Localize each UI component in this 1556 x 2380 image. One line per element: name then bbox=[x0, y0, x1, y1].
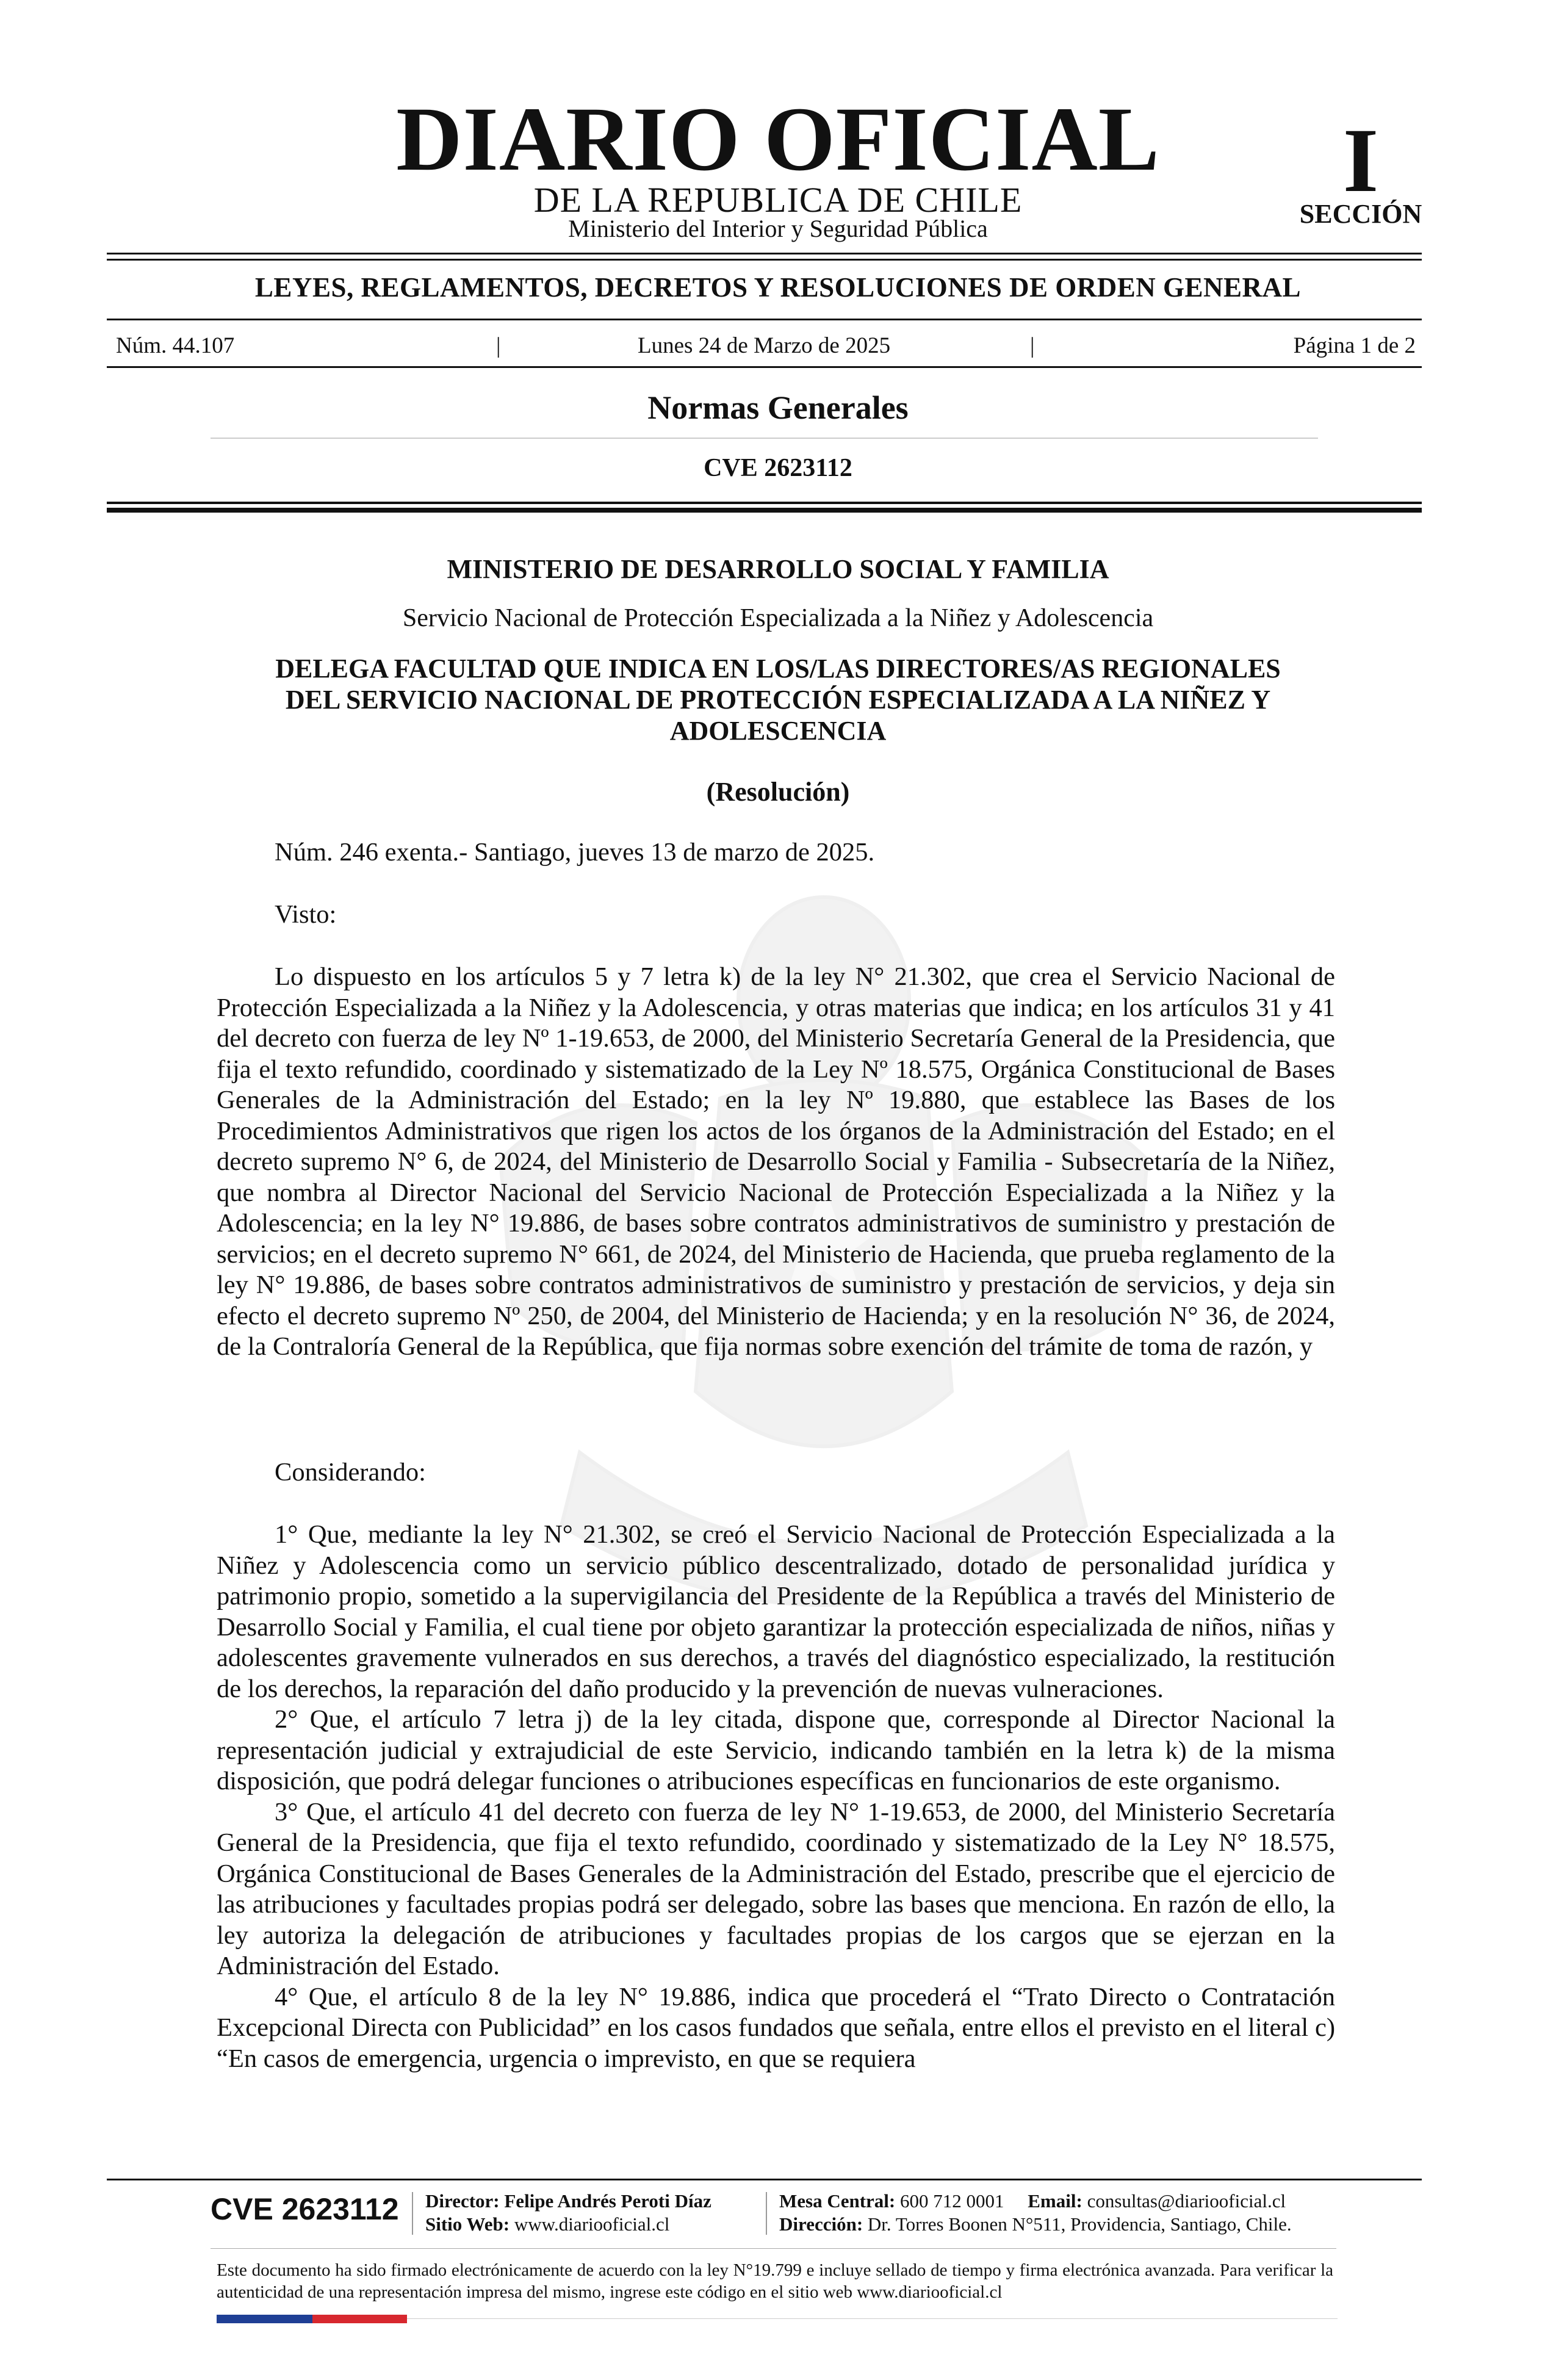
issue-date: Lunes 24 de Marzo de 2025 bbox=[638, 333, 891, 358]
footer-rule-thin bbox=[211, 2248, 1336, 2249]
flag-line bbox=[407, 2318, 1338, 2319]
masthead-rule-top-1 bbox=[107, 253, 1422, 254]
flag-stripe-blue bbox=[217, 2315, 312, 2323]
footer-contact-block bbox=[779, 2190, 1365, 2236]
director-name: Felipe Andrés Peroti Díaz bbox=[504, 2190, 711, 2212]
considerando-item: 3° Que, el artículo 41 del decreto con fuerza de ley N° 1-19.653, de 2000, del Ministerio Secretaría General de la Presidencia, que fija el texto refundido, coordinado y sistematizado de la Ley N° 18.575, Orgánica Constitucional de Bases Generales de la Administración del Estado, prescribe que el ejercicio de las atribuciones y facultades propias podrá ser delegado, sobre las bases que menciona. En razón de ello, la ley autoriza la delegación de atribuciones y facultades propias de los cargos que se ejerzan en la Administración del Estado. bbox=[217, 1797, 1335, 1980]
footer-director bbox=[425, 2190, 767, 2213]
header-rule-bottom-1 bbox=[107, 502, 1422, 504]
resolution-title-line: ADOLESCENCIA bbox=[669, 716, 887, 746]
resolution-title-line: DELEGA FACULTAD QUE INDICA EN LOS/LAS DIRECTORES/AS REGIONALES bbox=[275, 654, 1281, 683]
email-label: Email: bbox=[1028, 2190, 1082, 2212]
visto-text: Lo dispuesto en los artículos 5 y 7 letra k) de la ley N° 21.302, que crea el Servicio Nacional de Protección Especializada a la Niñez y la Adolescencia, y otras materias que indica; en los artículos 31 y 41 del decreto con fuerza de ley Nº 1-19.653, de 2000, del Ministerio Secretaría General de la Presidencia, que fija el texto refundido, coordinado y sistematizado de la Ley Nº 18.575, Orgánica Constitucional de Bases Generales de la Administración del Estado; en la ley Nº 19.880, que establece las Bases de los Procedimientos Administrativos que rigen los actos de los órganos de la Administración del Estado; en el decreto supremo N° 6, de 2024, del Ministerio de Desarrollo Social y Familia - Subsecretaría de la Niñez, que nombra al Director Nacional del Servicio Nacional de Protección Especializada a la Niñez y la Adolescencia; en la ley N° 19.886, de bases sobre contratos administrativos de suministro y prestación de servicios; en el decreto supremo N° 661, de 2024, del Ministerio de Hacienda, que prueba reglamento de la ley N° 19.886, de bases sobre contratos administrativos de suministro y prestación de servicios, y deja sin efecto el decreto supremo Nº 250, de 2004, del Ministerio de Hacienda; y en la resolución N° 36, de 2024, de la Contraloría General de la República, que fija normas sobre exención del trámite de toma de razón, y bbox=[217, 962, 1335, 1361]
issue-number: Núm. 44.107 bbox=[116, 333, 235, 358]
resolution-title bbox=[207, 653, 1349, 746]
footer-divider bbox=[766, 2192, 767, 2235]
considerando-list bbox=[217, 1520, 1335, 2075]
header-rule-bottom-2 bbox=[107, 508, 1422, 513]
footer-phone-email bbox=[779, 2190, 1365, 2213]
footer-address bbox=[779, 2213, 1365, 2236]
issue-separator: | bbox=[1030, 333, 1035, 358]
considerando-label: Considerando: bbox=[275, 1458, 426, 1487]
footer-divider bbox=[412, 2192, 413, 2235]
section-label: SECCIÓN bbox=[1299, 199, 1422, 229]
section-title-divider bbox=[211, 438, 1318, 439]
director-label: Director: bbox=[425, 2190, 500, 2212]
section-number: I bbox=[1342, 110, 1379, 211]
newspaper-subtitle: DE LA REPUBLICA DE CHILE bbox=[533, 180, 1023, 220]
phone-value: 600 712 0001 bbox=[900, 2190, 1004, 2212]
address-value: Dr. Torres Boonen N°511, Providencia, Santiago, Chile. bbox=[867, 2213, 1292, 2235]
issue-info-row bbox=[110, 332, 1422, 360]
visto-paragraph bbox=[217, 962, 1335, 1363]
resolution-number-line: Núm. 246 exenta.- Santiago, jueves 13 de marzo de 2025. bbox=[275, 838, 875, 867]
email-link[interactable]: consultas@diariooficial.cl bbox=[1087, 2190, 1286, 2212]
considerando-item: 1° Que, mediante la ley N° 21.302, se creó el Servicio Nacional de Protección Especializada a la Niñez y Adolescencia como un servicio público descentralizado, dotado de personalidad jurídica y patrimonio propio, sometido a la supervigilancia del Presidente de la República a través del Ministerio de Desarrollo Social y Familia, el cual tiene por objeto garantizar la protección especializada de niños, niñas y adolescentes gravemente vulnerados en sus derechos, a través del diagnóstico especializado, la restitución de los derechos, la reparación del daño producido y la prevención de nuevas vulneraciones. bbox=[217, 1520, 1335, 1703]
footer-cve-code: CVE 2623112 bbox=[211, 2192, 399, 2226]
footer-website bbox=[425, 2213, 767, 2236]
cve-code: CVE 2623112 bbox=[704, 454, 852, 482]
newspaper-ministry: Ministerio del Interior y Seguridad Pública bbox=[568, 215, 988, 242]
visto-label: Visto: bbox=[275, 900, 337, 929]
category-rule bbox=[107, 319, 1422, 320]
considerando-item: 4° Que, el artículo 8 de la ley N° 19.886, indica que procederá el “Trato Directo o Contratación Excepcional Directa con Publicidad” en los casos fundados que señala, entre ellos el previsto en el literal c) “En casos de emergencia, urgencia o imprevisto, en que se requiera bbox=[217, 1982, 1335, 2073]
resolution-title-line: DEL SERVICIO NACIONAL DE PROTECCIÓN ESPECIALIZADA A LA NIÑEZ Y bbox=[285, 685, 1271, 715]
website-label: Sitio Web: bbox=[425, 2213, 510, 2235]
issue-rule bbox=[107, 366, 1422, 368]
flag-stripe-red bbox=[312, 2315, 407, 2323]
website-link[interactable]: www.diariooficial.cl bbox=[514, 2213, 670, 2235]
issue-separator: | bbox=[496, 333, 501, 358]
address-label: Dirección: bbox=[779, 2213, 863, 2235]
phone-label: Mesa Central: bbox=[779, 2190, 896, 2212]
issuing-service: Servicio Nacional de Protección Especializada a la Niñez y Adolescencia bbox=[402, 604, 1154, 632]
footer-director-block bbox=[425, 2190, 767, 2236]
document-type: (Resolución) bbox=[706, 777, 850, 807]
page-indicator: Página 1 de 2 bbox=[1293, 333, 1416, 358]
newspaper-title: DIARIO OFICIAL bbox=[396, 88, 1160, 190]
masthead-rule-top-2 bbox=[107, 259, 1422, 261]
section-title: Normas Generales bbox=[647, 389, 909, 426]
signature-note: Este documento ha sido firmado electrónicamente de acuerdo con la ley N°19.799 e incluye sellado de tiempo y firma electrónica avanzada. Para verificar la autenticidad de una representación impresa del mismo, ingrese este código en el sitio web www.diariooficial.cl bbox=[217, 2260, 1333, 2302]
footer-rule bbox=[107, 2179, 1422, 2180]
issuing-ministry: MINISTERIO DE DESARROLLO SOCIAL Y FAMILIA bbox=[447, 554, 1109, 584]
considerando-item: 2° Que, el artículo 7 letra j) de la ley citada, dispone que, corresponde al Director Nacional la representación judicial y extrajudicial de este Servicio, indicando también en la letra k) de la misma disposición, que podrá delegar funciones o atribuciones específicas en funcionarios de este organismo. bbox=[217, 1705, 1335, 1795]
category-heading: LEYES, REGLAMENTOS, DECRETOS Y RESOLUCIONES DE ORDEN GENERAL bbox=[254, 272, 1302, 303]
